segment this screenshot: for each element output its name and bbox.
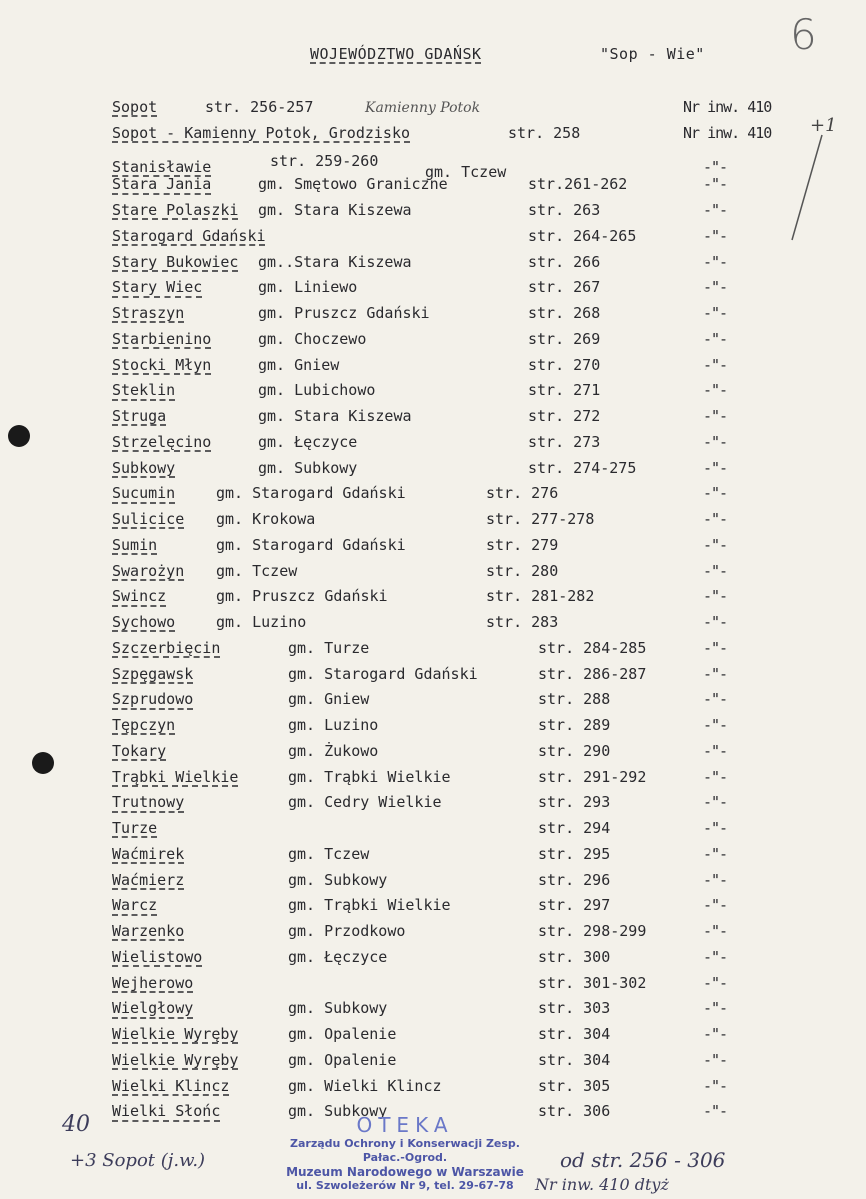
inventory-number: -"-: [703, 561, 728, 580]
inventory-number: -"-: [703, 819, 728, 837]
page-reference: str. 304: [538, 1050, 611, 1069]
page-reference: str. 274-275: [528, 458, 637, 477]
municipality: gm. Liniewo: [258, 278, 358, 297]
punch-hole: [32, 752, 54, 774]
place-name: Strzelęcino: [112, 432, 212, 451]
inventory-number: -"-: [703, 458, 728, 477]
page-reference: str. 270: [528, 355, 601, 374]
page-reference: str. 259-260: [270, 151, 379, 170]
municipality: gm. Trąbki Wielkie: [288, 896, 451, 915]
place-name: Turze: [112, 819, 158, 837]
page-reference: str. 298-299: [538, 922, 647, 940]
place-name: Wielistowo: [112, 947, 203, 966]
page-reference: str. 300: [538, 947, 611, 966]
municipality: gm. Gniew: [288, 690, 370, 709]
stamp-line-2: Muzeum Narodowego w Warszawie: [286, 1165, 524, 1179]
inventory-number: -"-: [703, 587, 728, 606]
place-name: Straszyn: [112, 304, 185, 322]
inventory-number: -"-: [703, 1102, 728, 1121]
municipality: gm. Opalenie: [288, 1050, 397, 1069]
inventory-number: -"-: [703, 535, 728, 554]
page-reference: str. 268: [528, 304, 601, 322]
inventory-number: -"-: [703, 767, 728, 786]
municipality: gm. Choczewo: [258, 329, 367, 348]
page-reference: str. 294: [538, 819, 611, 837]
municipality: gm. Łęczyce: [258, 432, 358, 451]
page-reference: str. 277-278: [486, 510, 595, 528]
page-reference: str. 306: [538, 1102, 611, 1121]
punch-hole: [8, 425, 30, 447]
municipality: gm. Luzino: [216, 613, 307, 631]
page-reference: str. 284-285: [538, 638, 647, 657]
municipality: gm. Stara Kiszewa: [258, 201, 412, 219]
page-reference: str. 279: [486, 535, 559, 554]
inventory-number: -"-: [703, 1050, 728, 1069]
page-reference: str. 271: [528, 381, 601, 400]
place-name: Sopot: [112, 98, 158, 116]
page-reference: str. 264-265: [528, 226, 637, 245]
place-name: Stary Bukowiec: [112, 252, 239, 271]
page-reference: str. 258: [508, 123, 581, 142]
municipality: gm. Starogard Gdański: [288, 664, 478, 683]
page-reference: str. 286-287: [538, 664, 647, 683]
inventory-number: -"-: [703, 896, 728, 915]
inventory-number: -"-: [703, 226, 728, 245]
handwritten-number: 40: [62, 1112, 90, 1137]
library-stamp: [270, 1113, 540, 1193]
inventory-number: -"-: [703, 716, 728, 734]
handwritten-inventory: Nr inw. 410 dtyż: [535, 1175, 669, 1194]
inventory-number: -"-: [703, 690, 728, 709]
municipality: gm. Żukowo: [288, 741, 379, 760]
inventory-number: -"-: [703, 278, 728, 297]
place-name: Trąbki Wielkie: [112, 767, 239, 786]
page-reference: str. 289: [538, 716, 611, 734]
inventory-number: Nr inw. 410: [683, 123, 772, 142]
inventory-number: Nr inw. 410: [683, 98, 772, 116]
inventory-number: -"-: [703, 381, 728, 400]
inventory-number: -"-: [703, 407, 728, 425]
page-reference: str. 290: [538, 741, 611, 760]
place-name: Wielki Klincz: [112, 1076, 230, 1095]
inventory-number: -"-: [703, 638, 728, 657]
page-reference: str. 263: [528, 201, 601, 219]
inventory-number: -"-: [703, 793, 728, 812]
place-name: Stanisławie: [112, 157, 212, 176]
municipality: gm. Łęczyce: [288, 947, 388, 966]
place-name: Trutnowy: [112, 793, 185, 812]
municipality: gm. Subkowy: [288, 999, 388, 1018]
place-name: Wielkie Wyręby: [112, 1025, 239, 1043]
place-name: Tępczyn: [112, 716, 176, 734]
inventory-number: -"-: [703, 870, 728, 889]
stamp-line-3: ul. Szwoleżerów Nr 9, tel. 29-67-78: [296, 1179, 514, 1192]
municipality: gm. Starogard Gdański: [216, 535, 406, 554]
stamp-title: OTEKA: [356, 1113, 454, 1137]
place-name: Sopot - Kamienny Potok, Grodzisko: [112, 123, 411, 142]
place-name: Szpęgawsk: [112, 664, 194, 683]
page-reference: str. 272: [528, 407, 601, 425]
municipality: gm. Turze: [288, 638, 370, 657]
stamp-line-1: Zarządu Ochrony i Konserwacji Zesp. Pałac.-Ogrod.: [290, 1137, 520, 1164]
page-reference: str. 304: [538, 1025, 611, 1043]
municipality: gm. Wielki Klincz: [288, 1076, 442, 1095]
page-reference: str. 276: [486, 484, 559, 503]
inventory-number: -"-: [703, 973, 728, 992]
inventory-number: -"-: [703, 741, 728, 760]
inventory-number: -"-: [703, 947, 728, 966]
inventory-number: -"-: [703, 844, 728, 863]
place-name: Szczerbięcin: [112, 638, 221, 657]
page-reference: str. 301-302: [538, 973, 647, 992]
place-name: Stocki Młyn: [112, 355, 212, 374]
range-heading: "Sop - Wie": [600, 45, 705, 63]
municipality: gm. Pruszcz Gdański: [258, 304, 430, 322]
place-name: Sychowo: [112, 613, 176, 631]
margin-stroke: [770, 130, 830, 250]
page-reference: str. 266: [528, 252, 601, 271]
municipality: gm. Stara Kiszewa: [258, 407, 412, 425]
page-reference: str. 293: [538, 793, 611, 812]
handwritten-sopot-note: +3 Sopot (j.w.): [70, 1150, 206, 1171]
municipality: gm. Subkowy: [288, 1102, 388, 1121]
place-name: Szprudowo: [112, 690, 194, 709]
inventory-number: -"-: [703, 484, 728, 503]
municipality: gm. Luzino: [288, 716, 379, 734]
municipality: gm. Cedry Wielkie: [288, 793, 442, 812]
inventory-number: -"-: [703, 201, 728, 219]
municipality: gm. Gniew: [258, 355, 340, 374]
municipality: gm. Krokowa: [216, 510, 316, 528]
place-name: Sulicice: [112, 510, 185, 528]
municipality: gm. Pruszcz Gdański: [216, 587, 388, 606]
inventory-number: -"-: [703, 157, 728, 176]
place-name: Warzenko: [112, 922, 185, 940]
page-reference: str. 280: [486, 561, 559, 580]
municipality: gm. Subkowy: [288, 870, 388, 889]
municipality: gm. Subkowy: [258, 458, 358, 477]
page-reference: str. 273: [528, 432, 601, 451]
place-name: Stary Wiec: [112, 278, 203, 297]
inventory-number: -"-: [703, 1076, 728, 1095]
place-name: Waćmierz: [112, 870, 185, 889]
place-name: Swarożyn: [112, 561, 185, 580]
page-reference: str. 267: [528, 278, 601, 297]
place-name: Waćmirek: [112, 844, 185, 863]
inventory-number: -"-: [703, 252, 728, 271]
page-reference: str. 283: [486, 613, 559, 631]
page-reference: str. 296: [538, 870, 611, 889]
voivodeship-heading: WOJEWÓDZTWO GDAŃSK: [310, 45, 482, 63]
handwritten-page-range: od str. 256 - 306: [560, 1148, 726, 1172]
municipality: gm. Opalenie: [288, 1025, 397, 1043]
inventory-number: -"-: [703, 664, 728, 683]
place-name: Starogard Gdański: [112, 226, 266, 245]
place-name: Steklin: [112, 381, 176, 400]
page-reference: str. 256-257: [205, 98, 314, 116]
inventory-number: -"-: [703, 510, 728, 528]
page-reference: str. 288: [538, 690, 611, 709]
inventory-number: -"-: [703, 999, 728, 1018]
municipality: gm..Stara Kiszewa: [258, 252, 412, 271]
place-name: Struga: [112, 407, 167, 425]
page-reference: str.261-262: [528, 175, 628, 194]
place-name: Starbienino: [112, 329, 212, 348]
margin-mark: +1: [810, 115, 837, 136]
place-name: Warcz: [112, 896, 158, 915]
place-name: Swincz: [112, 587, 167, 606]
place-name: Wielgłowy: [112, 999, 194, 1018]
place-name: Subkowy: [112, 458, 176, 477]
municipality: gm. Lubichowo: [258, 381, 376, 400]
place-name: Wielkie Wyręby: [112, 1050, 239, 1069]
place-name: Wielki Słońc: [112, 1102, 221, 1121]
inventory-number: -"-: [703, 355, 728, 374]
municipality: gm. Przodkowo: [288, 922, 406, 940]
handwritten-note: Kamienny Potok: [365, 100, 481, 116]
municipality: gm. Tczew: [425, 162, 507, 181]
inventory-number: -"-: [703, 922, 728, 940]
inventory-number: -"-: [703, 175, 728, 194]
page-reference: str. 305: [538, 1076, 611, 1095]
place-name: Sucumin: [112, 484, 176, 503]
page-number: 6: [790, 10, 817, 59]
page-reference: str. 291-292: [538, 767, 647, 786]
inventory-number: -"-: [703, 304, 728, 322]
page-reference: str. 297: [538, 896, 611, 915]
page-reference: str. 281-282: [486, 587, 595, 606]
page-reference: str. 303: [538, 999, 611, 1018]
municipality: gm. Smętowo Graniczne: [258, 175, 448, 194]
place-name: Stara Jania: [112, 175, 212, 194]
place-name: Wejherowo: [112, 973, 194, 992]
place-name: Sumin: [112, 535, 158, 554]
municipality: gm. Tczew: [216, 561, 298, 580]
place-name: Stare Polaszki: [112, 201, 239, 219]
municipality: gm. Trąbki Wielkie: [288, 767, 451, 786]
place-name: Tokary: [112, 741, 167, 760]
page-reference: str. 295: [538, 844, 611, 863]
inventory-number: -"-: [703, 432, 728, 451]
inventory-number: -"-: [703, 1025, 728, 1043]
municipality: gm. Starogard Gdański: [216, 484, 406, 503]
inventory-number: -"-: [703, 329, 728, 348]
inventory-number: -"-: [703, 613, 728, 631]
page-reference: str. 269: [528, 329, 601, 348]
municipality: gm. Tczew: [288, 844, 370, 863]
